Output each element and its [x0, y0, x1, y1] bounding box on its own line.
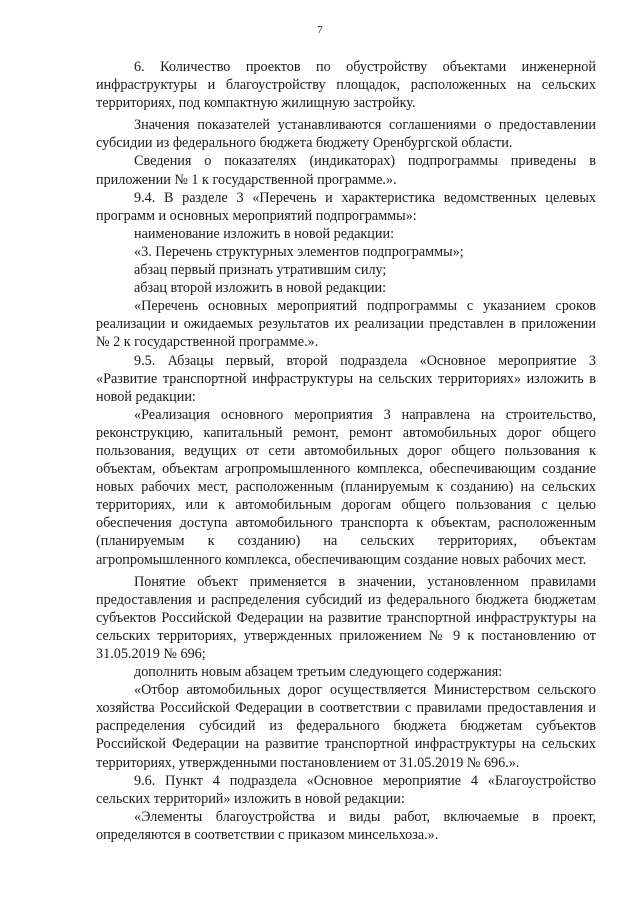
- paragraph-section-9-5: 9.5. Абзацы первый, второй подраздела «Основное мероприятие 3 «Развитие транспортной инфраструктуры на сельских территориях» изложить в новой редакции:: [96, 352, 596, 405]
- paragraph-section-3-title: «3. Перечень структурных элементов подпрограммы»;: [134, 243, 464, 260]
- document-body: [96, 58, 596, 844]
- paragraph-section-9-4: 9.4. В разделе 3 «Перечень и характеристика ведомственных целевых программ и основных мероприятий подпрограммы»:: [96, 189, 596, 224]
- paragraph-activities-list: «Перечень основных мероприятий подпрограммы с указанием сроков реализации и ожидаемых результатов их реализации представлен в приложении № 2 к государственной программе.».: [96, 298, 596, 351]
- paragraph-second-new-edition: абзац второй изложить в новой редакции:: [134, 280, 387, 297]
- paragraph-activity-3-description: «Реализация основного мероприятия 3 направлена на строительство, реконструкцию, капитальный ремонт, ремонт автомобильных дорог общего пользования, ведущих от сети автомобильных дорог общего пользования к объектам, объектам агропромышленного комплекса, обеспечивающим создание новых рабочих мест, расположенным (планируемым к созданию) на сельских территориях, или к автомобильным дорогам общего пользования с целью обеспечения доступа автомобильного транспорта к объектам, расположенным (планируемым к созданию) на сельских территориях, объектам агропромышленного комплекса, обеспечивающим создание новых рабочих мест.: [96, 406, 596, 568]
- paragraph-object-definition: Понятие объект применяется в значении, установленном правилами предоставления и распределения субсидий из федерального бюджета бюджетам субъектов Российской Федерации на развитие транспортной инфраструктуры на сельских территориях, утвержденных приложением № 9 к постановлению от 31.05.2019 № 696;: [96, 573, 596, 662]
- paragraph-section-9-6: 9.6. Пункт 4 подраздела «Основное мероприятие 4 «Благоустройство сельских территорий» изложить в новой редакции:: [96, 772, 596, 807]
- paragraph-indicator-values: Значения показателей устанавливаются соглашениями о предоставлении субсидии из федерального бюджета бюджету Оренбургской области.: [96, 117, 596, 152]
- paragraph-add-third: дополнить новым абзацем третьим следующего содержания:: [134, 664, 503, 681]
- paragraph-landscaping-elements: «Элементы благоустройства и виды работ, включаемые в проект, определяются в соответствии с приказом минсельхоза.».: [96, 808, 596, 843]
- paragraph-road-selection: «Отбор автомобильных дорог осуществляется Министерством сельского хозяйства Российской Федерации в соответствии с правилами предоставления и распределения субсидий из федерального бюджета бюджетам субъектов Российской Федерации на развитие транспортной инфраструктуры на сельских территориях, утвержденными постановлением от 31.05.2019 № 696.».: [96, 682, 596, 771]
- page-number: 7: [317, 24, 323, 36]
- paragraph-item-6: 6. Количество проектов по обустройству объектами инженерной инфраструктуры и благоустройству площадок, расположенных на сельских территориях, под компактную жилищную застройку.: [96, 59, 596, 112]
- paragraph-first-void: абзац первый признать утратившим силу;: [134, 262, 387, 279]
- paragraph-indicator-info: Сведения о показателях (индикаторах) подпрограммы приведены в приложении № 1 к государственной программе.».: [96, 153, 596, 188]
- paragraph-title-new-edition: наименование изложить в новой редакции:: [134, 225, 395, 242]
